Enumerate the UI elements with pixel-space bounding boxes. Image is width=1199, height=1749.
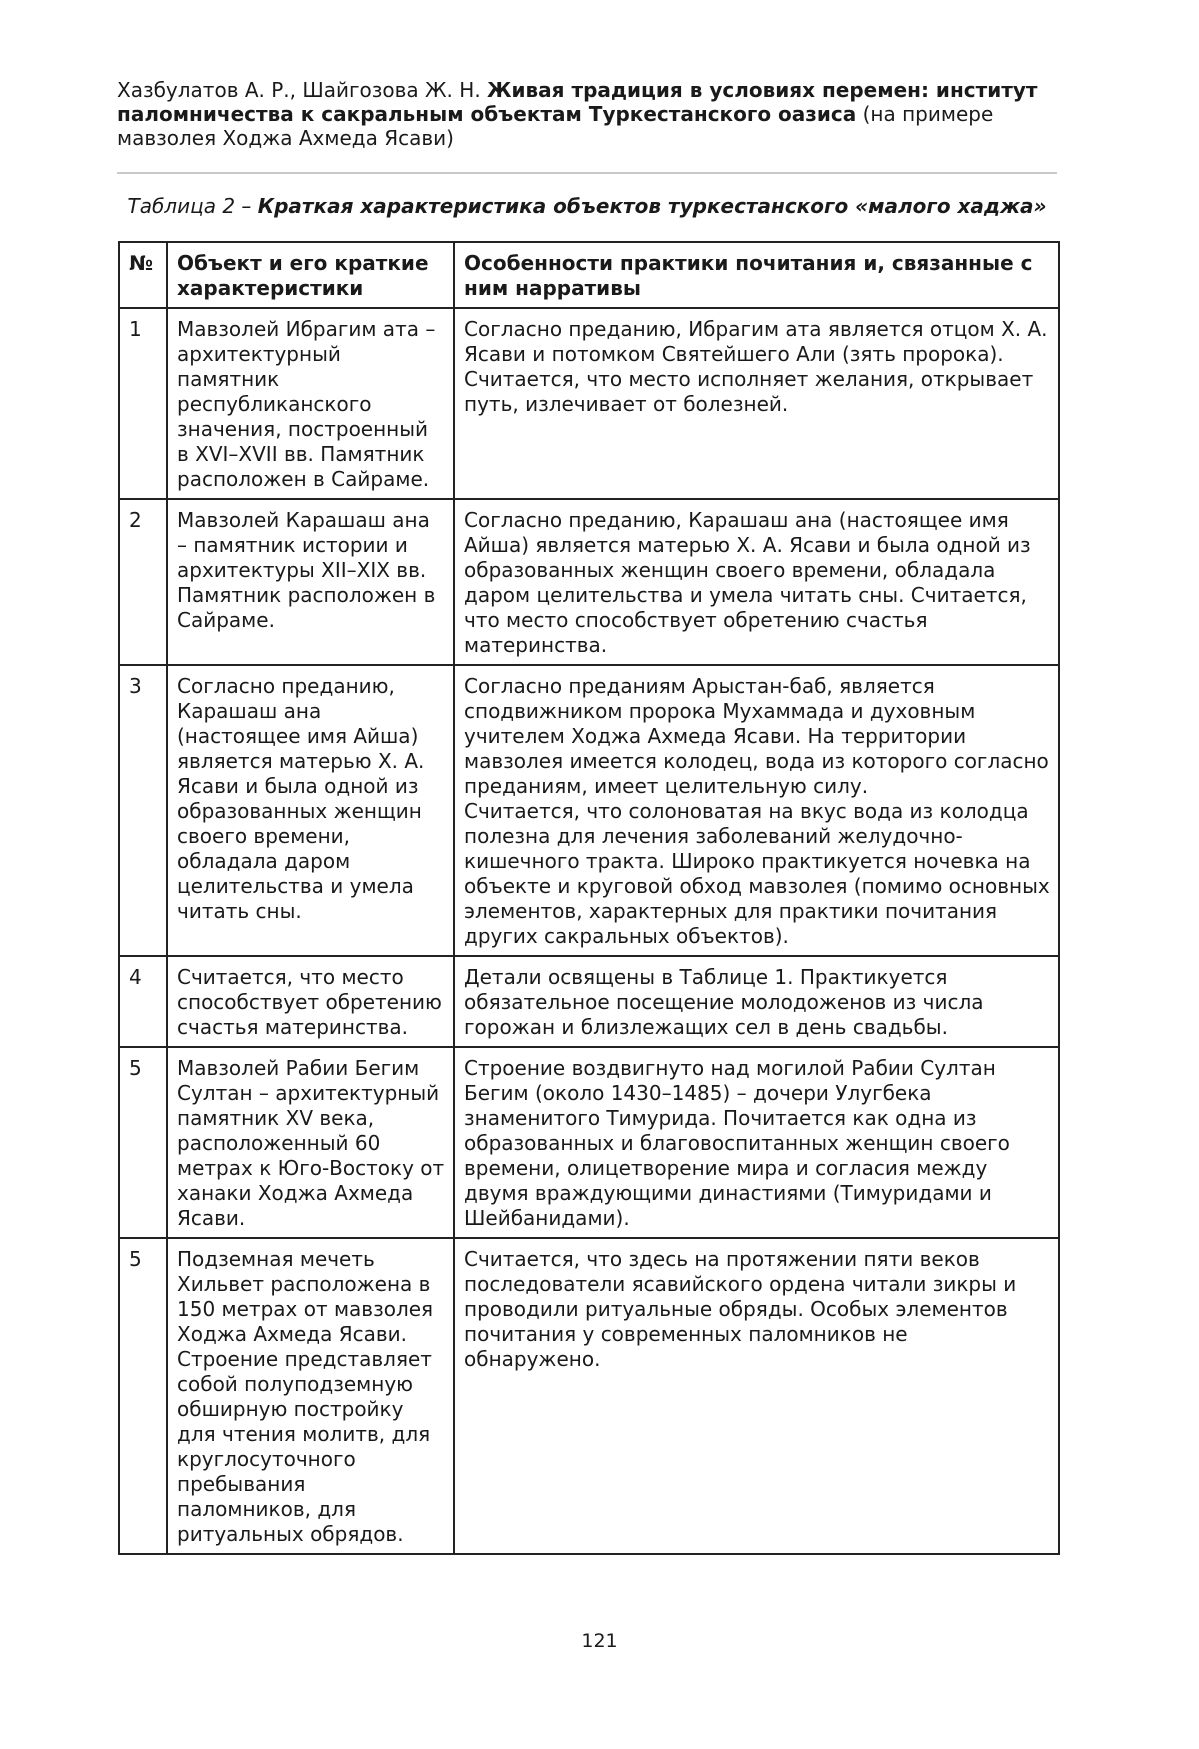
row-object: Согласно преданию, Карашаш ана (настоящее имя Айша) является матерью Х. А. Ясави и была одной из образованных женщин своего времени, обладала даром целительства и умела читать сны. (167, 665, 454, 956)
table-header-row (119, 242, 1059, 308)
row-object: Подземная мечеть Хильвет расположена в 150 метрах от мавзолея Ходжа Ахмеда Ясави. Строение представляет собой полуподземную обширную постройку для чтения молитв, для круглосуточного пребывания паломников, для ритуальных обрядов. (167, 1238, 454, 1554)
header-subtitle: (на примере мавзолея Ходжа Ахмеда Ясави) (117, 102, 994, 150)
row-number: 4 (119, 956, 167, 1047)
header-number: № (119, 242, 167, 308)
row-practice-paragraph: Считается, что солоноватая на вкус вода из колодца полезна для лечения заболеваний желудочно-кишечного тракта. Широко практикуется ночевка на объекте и круговой обход мавзолея (помимо основных элементов, характерных для практики почитания других сакральных объектов). (464, 799, 1050, 948)
row-object: Считается, что место способствует обретению счастья материнства. (167, 956, 454, 1047)
running-header (117, 78, 1057, 150)
row-object: Мавзолей Ибрагим ата – архитектурный памятник республиканского значения, построенный в XVI–XVII вв. Памятник расположен в Сайраме. (167, 308, 454, 499)
row-practice: Детали освящены в Таблице 1. Практикуется обязательное посещение молодоженов из числа горожан и близлежащих сел в день свадьбы. (454, 956, 1059, 1047)
table-row (119, 1238, 1059, 1554)
row-number: 1 (119, 308, 167, 499)
row-object: Мавзолей Карашаш ана – памятник истории и архитектуры XII–XIX вв. Памятник расположен в Сайраме. (167, 499, 454, 665)
table-caption-prefix: Таблица 2 – (127, 194, 258, 218)
row-number: 3 (119, 665, 167, 956)
table-row (119, 1047, 1059, 1238)
row-object: Мавзолей Рабии Бегим Султан – архитектурный памятник XV века, расположенный 60 метрах к Юго-Востоку от ханаки Ходжа Ахмеда Ясави. (167, 1047, 454, 1238)
table-row (119, 956, 1059, 1047)
row-practice: Считается, что здесь на протяжении пяти веков последователи ясавийского ордена читали зикры и проводили ритуальные обряды. Особых элементов почитания у современных паломников не обнаружено. (454, 1238, 1059, 1554)
row-number: 5 (119, 1238, 167, 1554)
row-practice: Согласно преданию, Ибрагим ата является отцом Х. А. Ясави и потомком Святейшего Али (зять пророка). Считается, что место исполняет желания, открывает путь, излечивает от болезней. (454, 308, 1059, 499)
table-caption-title: Краткая характеристика объектов туркестанского «малого хаджа» (257, 194, 1047, 218)
page-number: 121 (581, 1630, 618, 1652)
row-practice (454, 665, 1059, 956)
row-number: 5 (119, 1047, 167, 1238)
objects-table (118, 241, 1060, 1555)
row-practice: Строение воздвигнуто над могилой Рабии Султан Бегим (около 1430–1485) – дочери Улугбека знаменитого Тимурида. Почитается как одна из образованных и благовоспитанных женщин своего времени, олицетворение мира и согласия между двумя враждующими династиями (Тимуридами и Шейбанидами). (454, 1047, 1059, 1238)
header-authors: Хазбулатов А. Р., Шайгозова Ж. Н. (117, 78, 481, 102)
table-row (119, 308, 1059, 499)
header-object: Объект и его краткие характеристики (167, 242, 454, 308)
table-caption (117, 193, 1057, 219)
header-practice: Особенности практики почитания и, связанные с ним нарративы (454, 242, 1059, 308)
row-practice: Согласно преданию, Карашаш ана (настоящее имя Айша) является матерью Х. А. Ясави и была одной из образованных женщин своего времени, обладала даром целительства и умела читать сны. Считается, что место способствует обретению счастья материнства. (454, 499, 1059, 665)
table-row (119, 665, 1059, 956)
table-row (119, 499, 1059, 665)
row-practice-paragraph: Согласно преданиям Арыстан-баб, является сподвижником пророка Мухаммада и духовным учителем Ходжа Ахмеда Ясави. На территории мавзолея имеется колодец, вода из которого согласно преданиям, имеет целительную силу. (464, 674, 1049, 798)
header-divider (117, 172, 1057, 174)
row-number: 2 (119, 499, 167, 665)
header-title: Живая традиция в условиях перемен: институт паломничества к сакральным объектам Туркестанского оазиса (117, 78, 1038, 126)
